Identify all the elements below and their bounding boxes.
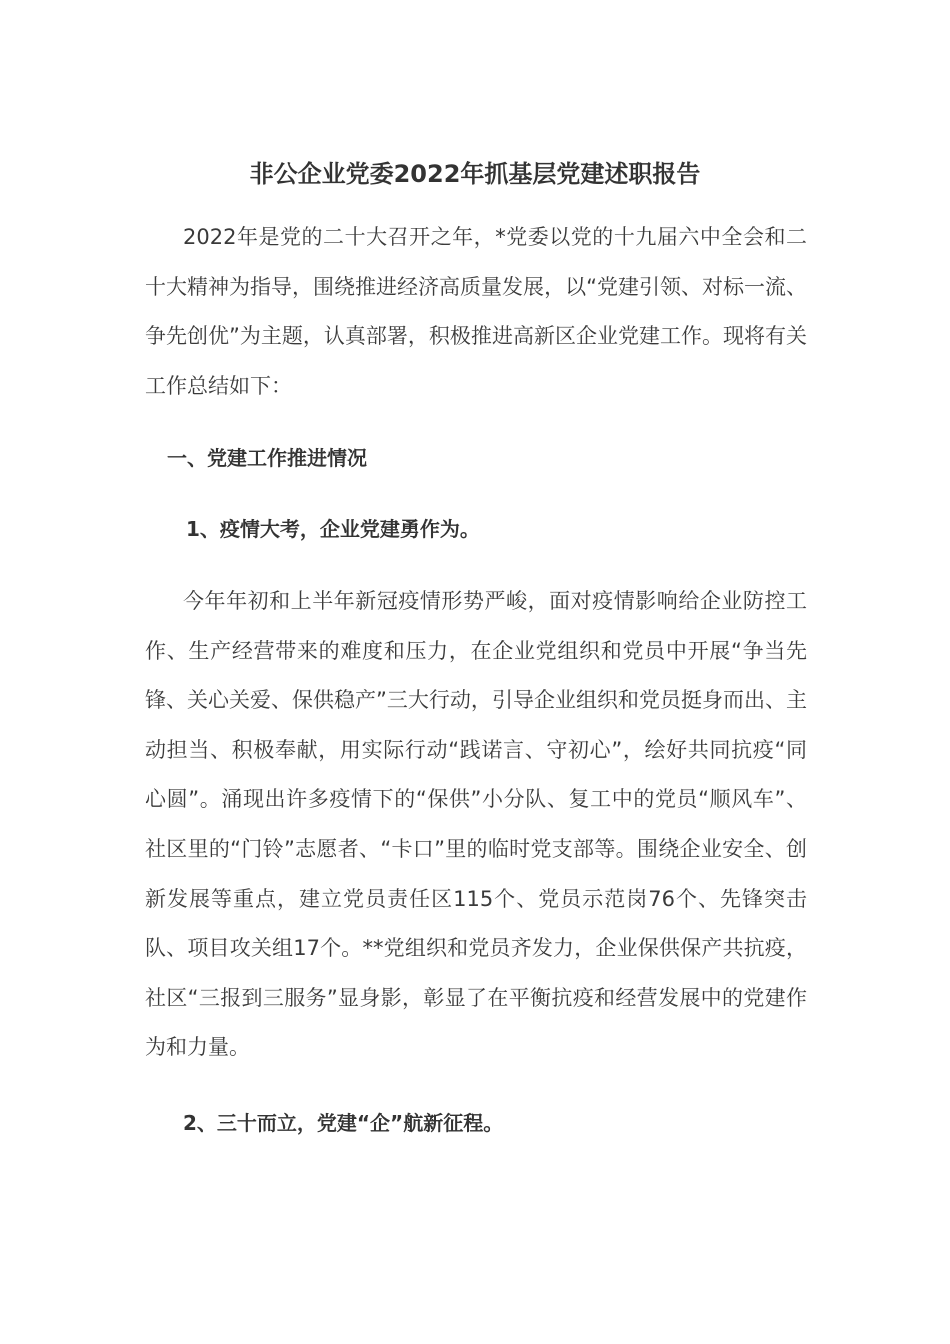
subsection-2-heading: 2、三十而立，党建“企”航新征程。 xyxy=(183,1111,504,1135)
intro-paragraph: 2022年是党的二十大召开之年，*党委以党的十九届六中全会和二十大精神为指导，围绕推进经济高质量发展，以“党建引领、对标一流、争先创优”为主题，认真部署，积极推进高新区企业党建工作。现将有关工作总结如下： xyxy=(145,225,807,398)
document-title: 非公企业党委2022年抓基层党建述职报告 xyxy=(249,160,701,188)
subsection-1-heading: 1、疫情大考，企业党建勇作为。 xyxy=(186,517,480,541)
section-heading: 一、党建工作推进情况 xyxy=(167,446,367,470)
subsection-1-paragraph: 今年年初和上半年新冠疫情形势严峻，面对疫情影响给企业防控工作、生产经营带来的难度和压力，在企业党组织和党员中开展“争当先锋、关心关爱、保供稳产”三大行动，引导企业组织和党员挺身而出、主动担当、积极奉献，用实际行动“践诺言、守初心”，绘好共同抗疫“同心圆”。涌现出许多疫情下的“保供”小分队、复工中的党员“顺风车”、社区里的“门铃”志愿者、“卡口”里的临时党支部等。围绕企业安全、创新发展等重点，建立党员责任区115个、党员示范岗76个、先锋突击队、项目攻关组17个。**党组织和党员齐发力，企业保供保产共抗疫，社区“三报到三服务”显身影，彰显了在平衡抗疫和经营发展中的党建作为和力量。 xyxy=(145,589,807,1060)
